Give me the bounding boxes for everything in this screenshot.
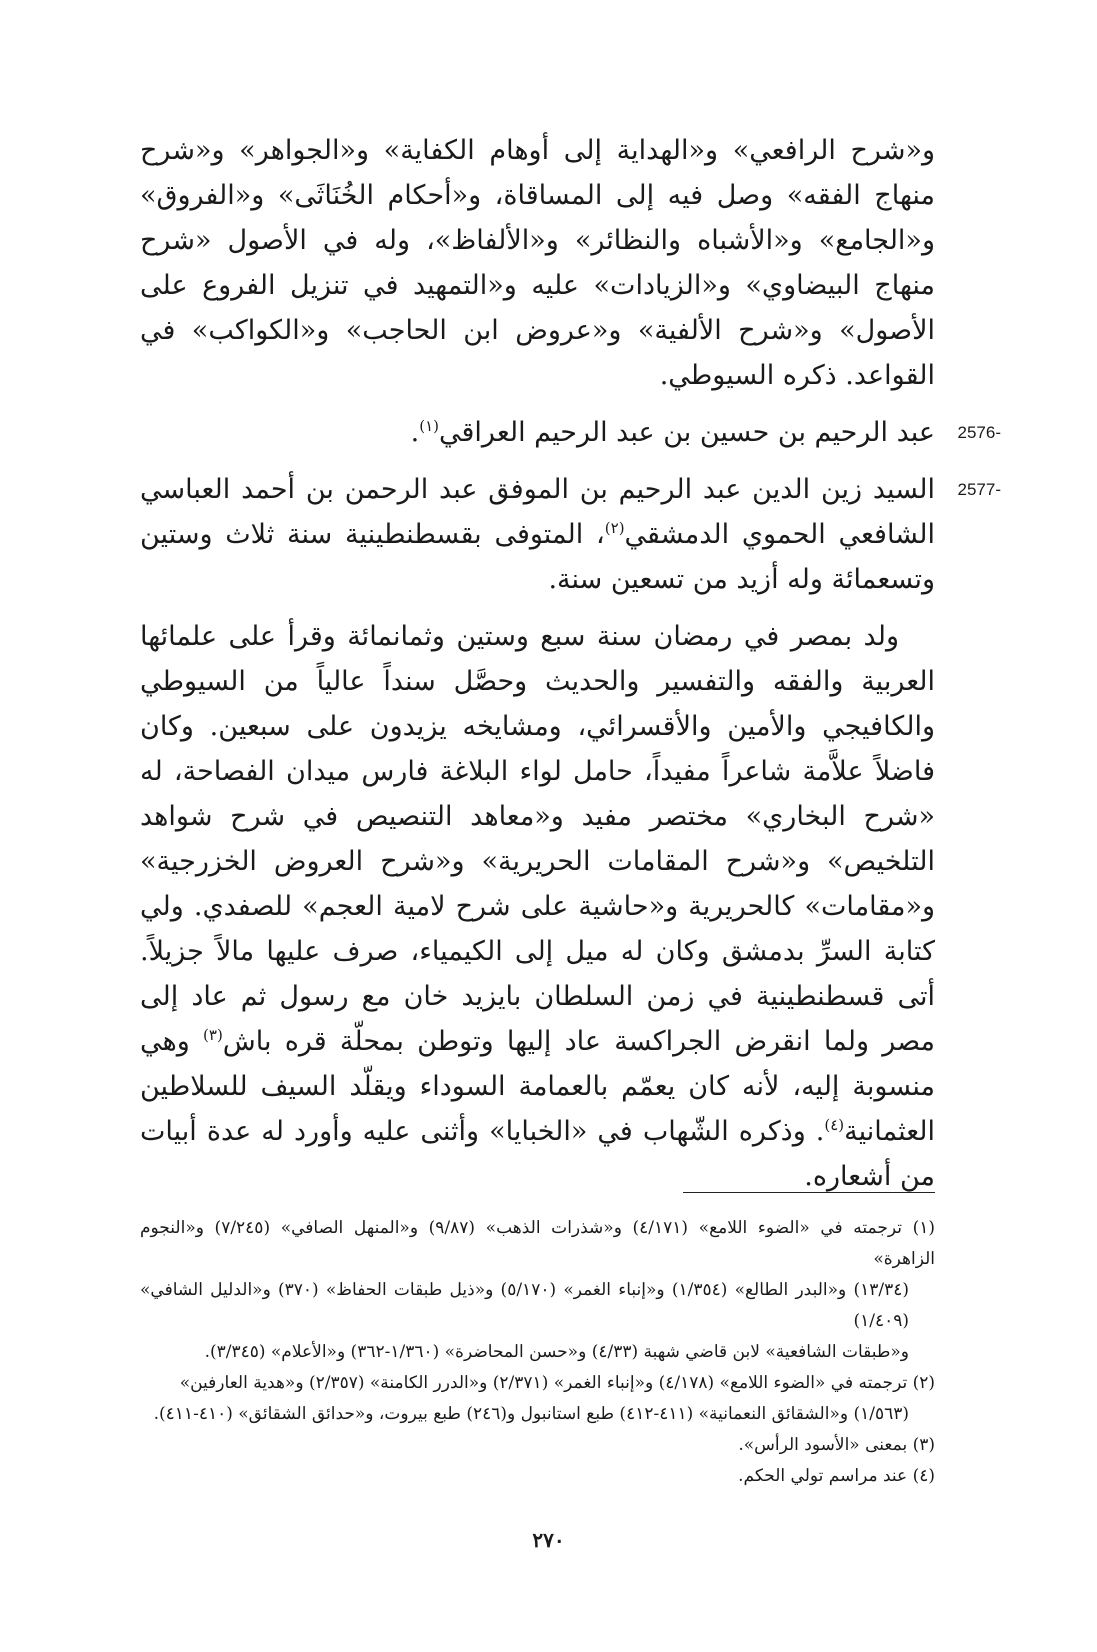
biography-text-cont: وهي منسوبة إليه، لأنه كان يعمّم بالعمامة السوداء ويقلّد السيف للسلاطين العثمانية <box>140 1026 935 1147</box>
entry-2576 <box>140 410 1001 455</box>
footnote-line: (١٣/٣٤) و«البدر الطالع» (١/٣٥٤) و«إنباء الغمر» (٥/١٧٠) و«ذيل طبقات الحفاظ» (٣٧٠) و«الدليل الشافي» (١/٤٠٩) <box>140 1280 909 1331</box>
entry-number: 2576- <box>957 423 1001 442</box>
entry-end: . <box>410 417 420 448</box>
footnote-ref: (٢) <box>604 519 625 537</box>
paragraph-continuation: و«شرح الرافعي» و«الهداية إلى أوهام الكفاية» و«الجواهر» و«شرح منهاج الفقه» وصل فيه إلى المساقاة، و«أحكام الخُنَاثَى» و«الفروق» و«الجامع» و«الأشباه والنظائر» و«الألفاظ»، وله في الأصول «شرح منهاج البيضاوي» و«الزيادات» عليه و«التمهيد في تنزيل الفروع على الأصول» و«شرح الألفية» و«عروض ابن الحاجب» و«الكواكب» في القواعد. ذكره السيوطي. <box>140 135 935 391</box>
footnote-ref: (١) <box>419 417 440 435</box>
footnote-divider <box>683 1192 935 1193</box>
entry-text: السيد زين الدين عبد الرحيم بن الموفق عبد الرحمن بن أحمد العباسي الشافعي الحموي الدمشقي <box>140 474 935 550</box>
entry-text-cont: ، المتوفى بقسطنطينية سنة ثلاث وستين وتسعمائة وله أزيد من تسعين سنة. <box>140 519 935 595</box>
entry-number: 2577- <box>957 480 1001 499</box>
footnotes <box>140 1213 935 1492</box>
footnote-line: (٤) عند مراسم تولي الحكم. <box>738 1466 935 1486</box>
footnote-line: (١/٥٦٣) و«الشقائق النعمانية» (٤١١-٤١٢) طبع استانبول و(٢٤٦) طبع بيروت، و«حدائق الشقائق» (٤١٠-٤١١). <box>153 1404 909 1424</box>
footnote-line: (٢) ترجمته في «الضوء اللامع» (٤/١٧٨) و«إنباء الغمر» (٢/٣٧١) و«الدرر الكامنة» (٢/٣٥٧) و«هدية العارفين» <box>179 1373 935 1393</box>
biography-text-end: . وذكره الشّهاب في «الخبايا» وأثنى عليه وأورد له عدة أبيات من أشعاره. <box>140 1116 935 1192</box>
entry-2577 <box>140 467 1001 602</box>
page-number: ٢٧٠ <box>532 1528 565 1552</box>
footnote-ref: (٣) <box>203 1026 223 1044</box>
footnote-line: (٣) بمعنى «الأسود الرأس». <box>738 1435 935 1455</box>
footnote-ref: (٤) <box>824 1116 845 1134</box>
main-text <box>140 128 1001 1211</box>
biography-paragraph <box>140 614 935 1199</box>
biography-text: ولد بمصر في رمضان سنة سبع وستين وثمانمائة وقرأ على علمائها العربية والفقه والتفسير والحديث وحصَّل سنداً عالياً من السيوطي والكافيجي والأمين والأقسرائي، ومشايخه يزيدون على سبعين. وكان فاضلاً علاَّمة شاعراً مفيداً، حامل لواء البلاغة فارس ميدان الفصاحة، له «شرح البخاري» مختصر مفيد و«معاهد التنصيص في شرح شواهد التلخيص» و«شرح المقامات الحريرية» و«شرح العروض الخزرجية» و«مقامات» كالحريرية و«حاشية على شرح لامية العجم» للصفدي. ولي كتابة السرِّ بدمشق وكان له ميل إلى الكيمياء، صرف عليها مالاً جزيلاً. أتى قسطنطينية في زمن السلطان بايزيد خان مع رسول ثم عاد إلى مصر ولما انقرض الجراكسة عاد إليها وتوطن بمحلّة قره باش <box>140 621 935 1057</box>
footnote-line: و«طبقات الشافعية» لابن قاضي شهبة (٤/٣٣) و«حسن المحاضرة» (١/٣٦٠-٣٦٢) و«الأعلام» (٣/٣٤٥). <box>204 1342 909 1362</box>
footnote-line: (١) ترجمته في «الضوء اللامع» (٤/١٧١) و«شذرات الذهب» (٩/٨٧) و«المنهل الصافي» (٧/٢٤٥) و«النجوم الزاهرة» <box>140 1218 935 1269</box>
entry-text: عبد الرحيم بن حسين بن عبد الرحيم العراقي <box>439 417 935 448</box>
